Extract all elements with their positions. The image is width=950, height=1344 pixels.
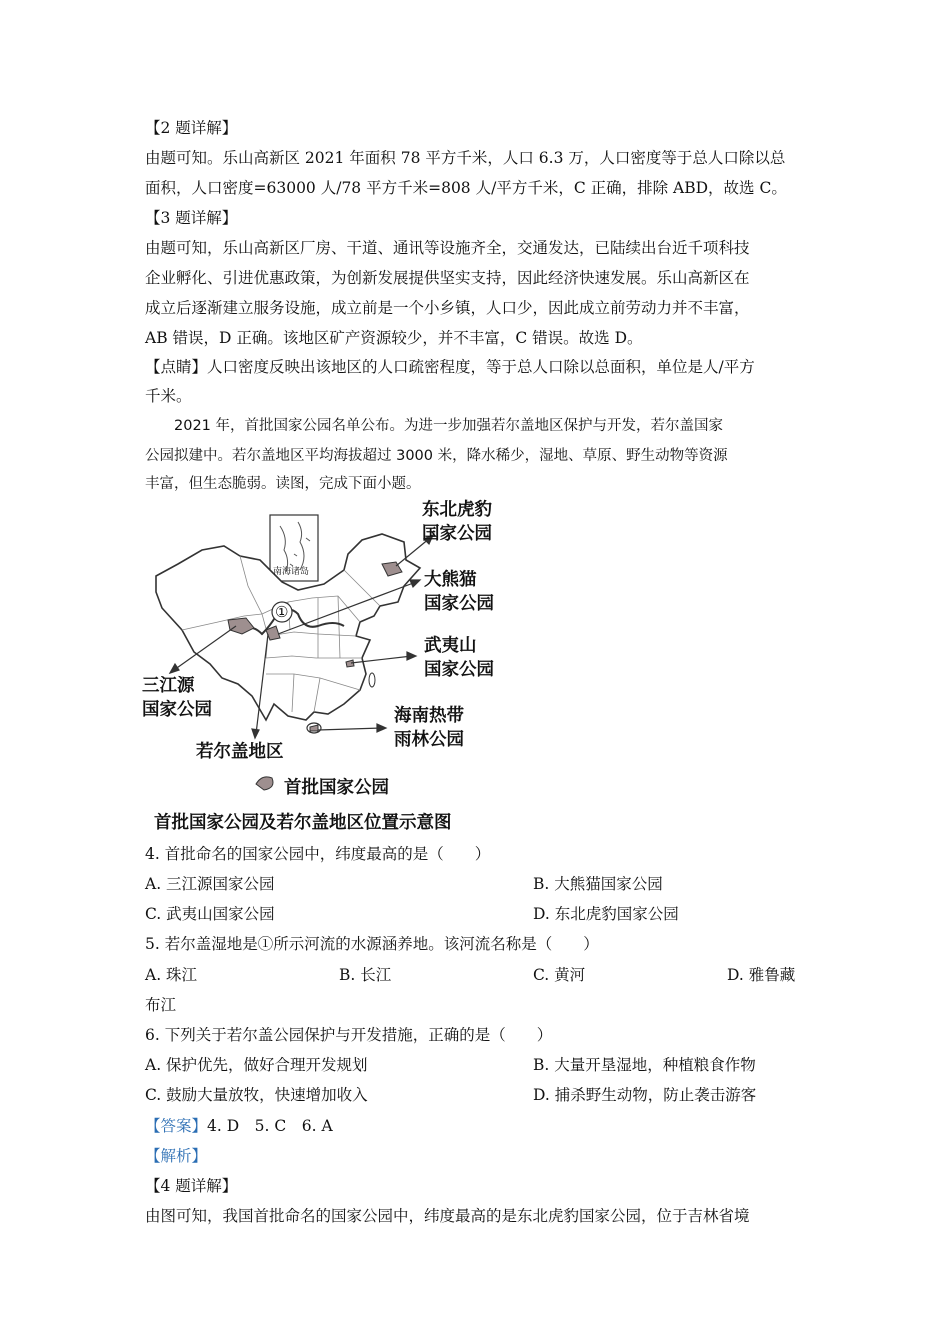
q4-stem: 4. 首批命名的国家公园中，纬度最高的是（ ） [145,845,491,863]
q5-option-d: D. 雅鲁藏 [727,966,796,984]
label-legend: 首批国家公园 [284,778,389,798]
answer-text: 4. D 5. C 6. A [207,1117,333,1135]
label-ruoergai: 若尔盖地区 [196,742,284,762]
label-dongbei: 东北虎豹 [422,500,492,520]
q4-detail-heading: 【4 题详解】 [145,1177,238,1195]
q4-option-c: C. 武夷山国家公园 [145,905,275,923]
q6-option-c: C. 鼓励大量放牧，快速增加收入 [145,1086,368,1104]
answer-line [145,1116,333,1136]
q3-line: 由题可知，乐山高新区厂房、干道、通讯等设施齐全，交通发达，已陆续出台近千项科技 [145,239,750,257]
q2-line: 面积，人口密度=63000 人/78 平方千米=808 人/平方千米，C 正确，排除 ABD，故选 C。 [145,179,787,197]
q5-option-a: A. 珠江 [145,966,198,984]
q5-option-b: B. 长江 [339,966,392,984]
q3-line: 成立后逐渐建立服务设施，成立前是一个小乡镇，人口少，因此成立前劳动力并不丰富， [145,299,750,317]
label-wuyishan: 国家公园 [424,660,494,680]
q2-heading: 【2 题详解】 [145,119,238,137]
q6-option-a: A. 保护优先，做好合理开发规划 [145,1056,368,1074]
q5-option-c: C. 黄河 [533,966,586,984]
q6-option-b: B. 大量开垦湿地，种植粮食作物 [533,1056,756,1074]
legend-swatch [256,777,273,790]
label-inset: 南海诸岛 [273,567,310,577]
q4-option-a: A. 三江源国家公园 [145,875,275,893]
q6-stem: 6. 下列关于若尔盖公园保护与开发措施，正确的是（ ） [145,1026,553,1044]
label-sanjiangyuan: 三江源 [142,676,195,696]
label-daxiongmao: 国家公园 [424,594,494,614]
q3-line: AB 错误，D 正确。该地区矿产资源较少，并不丰富，C 错误。故选 D。 [145,329,643,347]
q5-option-d-wrap: 布江 [145,996,177,1014]
map-title: 首批国家公园及若尔盖地区位置示意图 [154,813,452,833]
q3-heading: 【3 题详解】 [145,209,238,227]
q4-option-b: B. 大熊猫国家公园 [533,875,663,893]
jiexi-label: 【解析】 [145,1147,208,1165]
q4-option-d: D. 东北虎豹国家公园 [533,905,679,923]
label-river-marker: ① [275,603,289,621]
intro-line: 2021 年，首批国家公园名单公布。为进一步加强若尔盖地区保护与开发，若尔盖国家 [174,418,724,434]
intro-line: 公园拟建中。若尔盖地区平均海拔超过 3000 米，降水稀少，湿地、草原、野生动物等资源 [145,448,728,464]
dianjing-line: 【点睛】人口密度反映出该地区的人口疏密程度，等于总人口除以总面积，单位是人/平方 [145,358,755,376]
q4-detail-line: 由图可知，我国首批命名的国家公园中，纬度最高的是东北虎豹国家公园，位于吉林省境 [145,1207,750,1225]
dianjing-line: 千米。 [145,387,192,405]
answer-label: 【答案】 [145,1117,208,1135]
q6-option-d: D. 捕杀野生动物，防止袭击游客 [533,1086,757,1104]
q5-stem: 5. 若尔盖湿地是①所示河流的水源涵养地。该河流名称是（ ） [145,935,599,953]
label-dongbei: 国家公园 [422,524,492,544]
label-daxiongmao: 大熊猫 [424,570,477,590]
label-hainan: 雨林公园 [394,730,464,750]
q2-line: 由题可知。乐山高新区 2021 年面积 78 平方千米，人口 6.3 万，人口密度等于总人口除以总 [145,149,786,167]
label-wuyishan: 武夷山 [424,636,477,656]
label-sanjiangyuan: 国家公园 [142,700,212,720]
label-hainan: 海南热带 [394,706,464,726]
q3-line: 企业孵化、引进优惠政策，为创新发展提供坚实支持，因此经济快速发展。乐山高新区在 [145,269,750,287]
intro-line: 丰富，但生态脆弱。读图，完成下面小题。 [145,476,421,492]
